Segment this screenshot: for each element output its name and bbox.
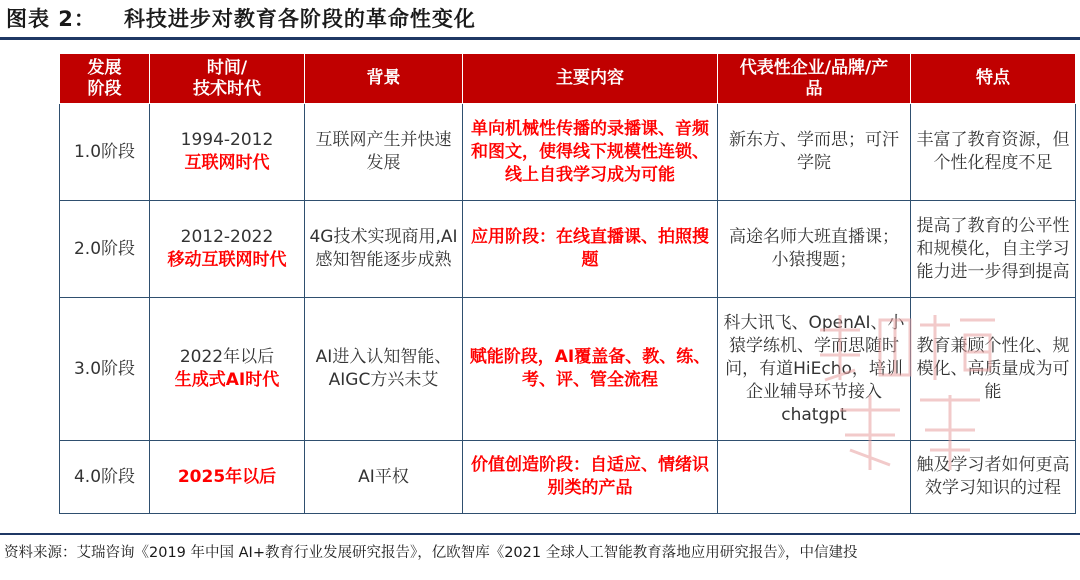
table-row bbox=[60, 104, 1076, 201]
features-cell: 丰富了教育资源，但个性化程度不足 bbox=[911, 104, 1076, 201]
stage-cell: 3.0阶段 bbox=[60, 298, 150, 441]
table-row bbox=[60, 298, 1076, 441]
content-cell: 价值创造阶段：自适应、情绪识别类的产品 bbox=[463, 441, 718, 514]
era-label: 互联网时代 bbox=[184, 153, 270, 173]
time-range: 2012-2022 bbox=[180, 227, 274, 247]
header-content: 主要内容 bbox=[463, 54, 718, 104]
time-cell bbox=[150, 104, 305, 201]
header-companies: 代表性企业/品牌/产 品 bbox=[718, 54, 911, 104]
figure-number: 图表 2： bbox=[6, 7, 96, 31]
companies-cell: 科大讯飞、OpenAI、小猿学练机、学而思随时问，有道HiEcho，培训企业辅导环节接入chatgpt bbox=[718, 298, 911, 441]
header-background: 背景 bbox=[305, 54, 463, 104]
stage-cell: 2.0阶段 bbox=[60, 201, 150, 298]
stage-cell: 4.0阶段 bbox=[60, 441, 150, 514]
era-label: 2025年以后 bbox=[177, 466, 277, 487]
background-cell: AI进入认知智能、AIGC方兴未艾 bbox=[305, 298, 463, 441]
content-cell: 应用阶段：在线直播课、拍照搜题 bbox=[463, 201, 718, 298]
time-cell bbox=[150, 298, 305, 441]
companies-cell: 新东方、学而思；可汗学院 bbox=[718, 104, 911, 201]
header-features: 特点 bbox=[911, 54, 1076, 104]
background-cell: 互联网产生并快速发展 bbox=[305, 104, 463, 201]
time-range: 2022年以后 bbox=[179, 347, 275, 367]
features-cell: 提高了教育的公平性和规模化，自主学习能力进一步得到提高 bbox=[911, 201, 1076, 298]
stage-cell: 1.0阶段 bbox=[60, 104, 150, 201]
table-header-row bbox=[60, 54, 1076, 104]
table-row bbox=[60, 441, 1076, 514]
figure-title-text: 科技进步对教育各阶段的革命性变化 bbox=[123, 7, 476, 31]
era-label: 移动互联网时代 bbox=[167, 250, 287, 270]
time-cell bbox=[150, 441, 305, 514]
header-stage: 发展 阶段 bbox=[60, 54, 150, 104]
era-label: 生成式AI时代 bbox=[174, 370, 280, 390]
header-time: 时间/ 技术时代 bbox=[150, 54, 305, 104]
title-rule bbox=[0, 37, 1080, 40]
features-cell: 触及学习者如何更高效学习知识的过程 bbox=[911, 441, 1076, 514]
time-cell bbox=[150, 201, 305, 298]
figure-title bbox=[6, 4, 476, 34]
background-cell: 4G技术实现商用,AI感知智能逐步成熟 bbox=[305, 201, 463, 298]
time-range: 1994-2012 bbox=[180, 130, 274, 150]
stages-table bbox=[59, 53, 1076, 514]
background-cell: AI平权 bbox=[305, 441, 463, 514]
companies-cell: 高途名师大班直播课；小猿搜题； bbox=[718, 201, 911, 298]
features-cell: 教育兼顾个性化、规模化、高质量成为可能 bbox=[911, 298, 1076, 441]
table-row bbox=[60, 201, 1076, 298]
companies-cell bbox=[718, 441, 911, 514]
source-note: 资料来源：艾瑞咨询《2019 年中国 AI+教育行业发展研究报告》，亿欧智库《2021 全球人工智能教育落地应用研究报告》，中信建投 bbox=[4, 545, 858, 561]
content-cell: 单向机械性传播的录播课、音频和图文，使得线下规模性连锁、线上自我学习成为可能 bbox=[463, 104, 718, 201]
content-cell: 赋能阶段，AI覆盖备、教、练、考、评、管全流程 bbox=[463, 298, 718, 441]
footer-rule bbox=[0, 533, 1080, 535]
